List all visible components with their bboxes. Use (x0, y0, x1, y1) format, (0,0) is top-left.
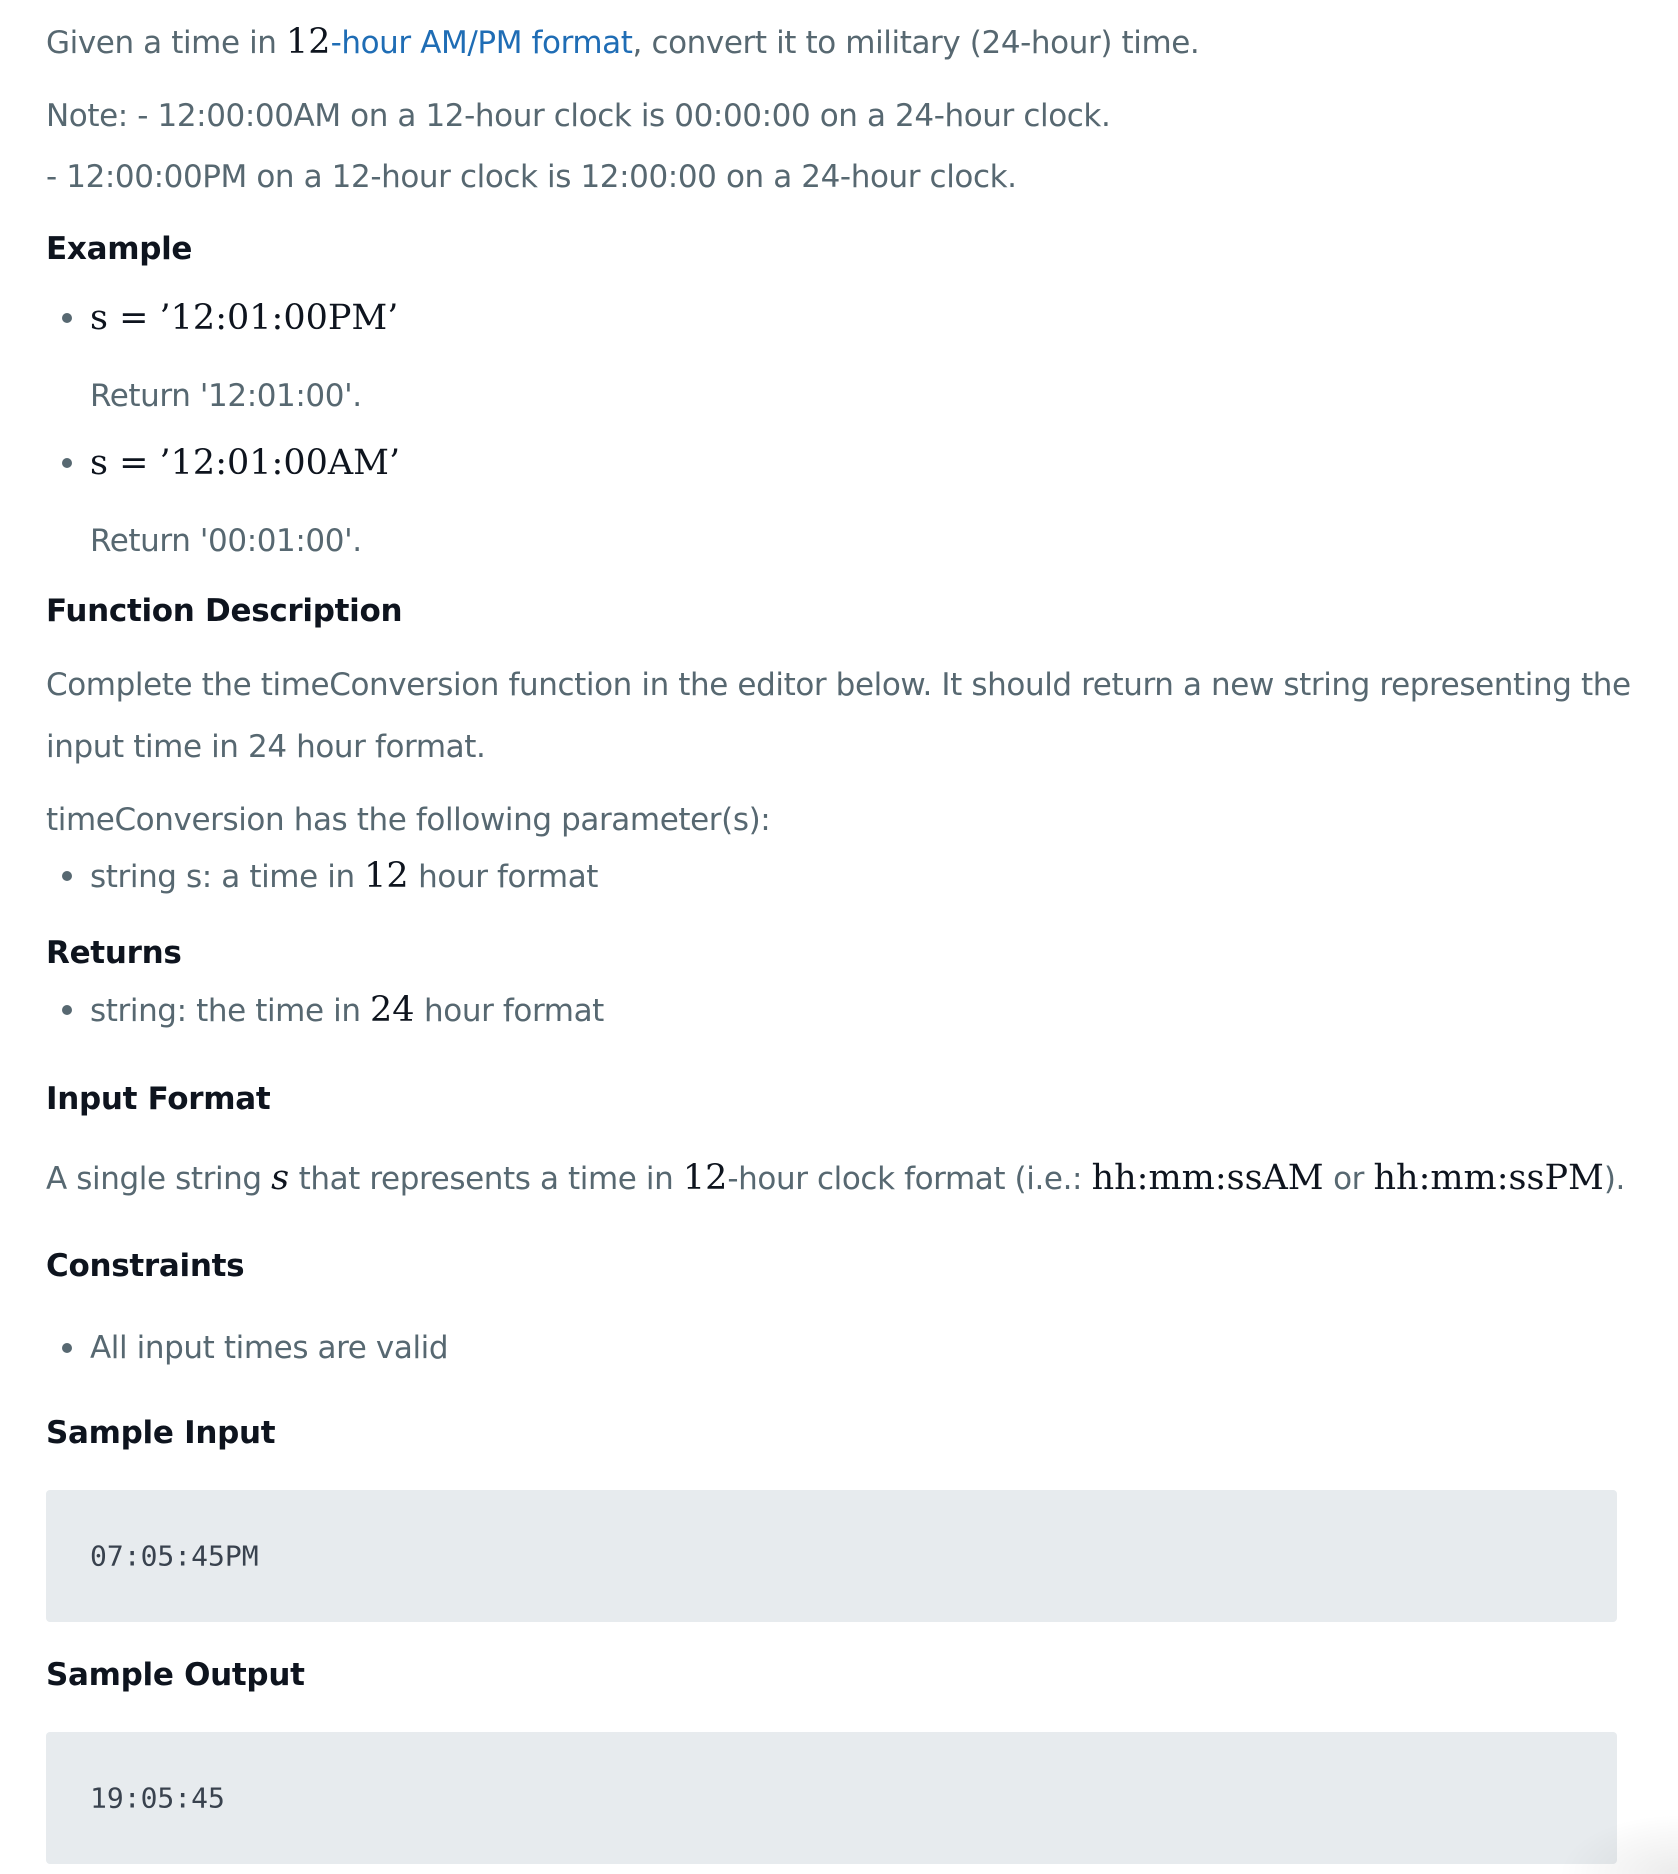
returns-number: 24 (370, 990, 415, 1030)
returns-text-before: string: the time in (90, 993, 371, 1029)
constraints-heading: Constraints (46, 1248, 245, 1284)
input-format-text-1: A single string (46, 1161, 272, 1197)
example-heading: Example (46, 231, 193, 267)
example-list-2 (46, 443, 1616, 483)
function-description-line-1: Complete the timeConversion function in the editor below. It should return a new string representing the (46, 667, 1631, 703)
example-list (46, 298, 1616, 338)
example-2-result: Return '00:01:00'. (90, 523, 362, 559)
params-list (46, 856, 1616, 896)
input-format-text-2: that represents a time in (289, 1161, 683, 1197)
sample-input-codeblock (46, 1490, 1617, 1622)
intro-text-before: Given a time in (46, 25, 287, 61)
example-2-math: s = ’12:01:00AM’ (90, 443, 401, 483)
returns-heading: Returns (46, 935, 182, 971)
param-text-after: hour format (408, 859, 599, 895)
intro-text-after: , convert it to military (24-hour) time. (632, 25, 1200, 61)
sample-output-code: 19:05:45 (90, 1781, 225, 1815)
input-format-text-3: -hour clock format (i.e.: (727, 1161, 1092, 1197)
example-1-result: Return '12:01:00'. (90, 378, 362, 414)
sample-input-code: 07:05:45PM (90, 1539, 259, 1573)
example-item-1 (46, 298, 1616, 338)
returns-list (46, 990, 1616, 1030)
input-format-heading: Input Format (46, 1081, 271, 1117)
input-format-fmt-am: hh:mm:ssAM (1091, 1158, 1324, 1198)
returns-item (46, 990, 1616, 1030)
note-line-2: - 12:00:00PM on a 12-hour clock is 12:00:00 on a 24-hour clock. (46, 159, 1017, 195)
returns-text-after: hour format (414, 993, 604, 1029)
sample-output-heading: Sample Output (46, 1657, 305, 1693)
intro-paragraph (46, 22, 1199, 62)
example-1-math: s = ’12:01:00PM’ (90, 298, 399, 338)
bullet-icon (62, 871, 72, 881)
input-format-or: or (1323, 1161, 1374, 1197)
example-item-2 (46, 443, 1616, 483)
sample-input-heading: Sample Input (46, 1415, 276, 1451)
input-format-number: 12 (682, 1158, 728, 1198)
param-text-before: string s: a time in (90, 859, 365, 895)
intro-number-12: 12 (286, 22, 331, 62)
constraints-list (46, 1330, 1616, 1366)
input-format-fmt-pm: hh:mm:ssPM (1373, 1158, 1604, 1198)
note-line-1: Note: - 12:00:00AM on a 12-hour clock is 00:00:00 on a 24-hour clock. (46, 98, 1111, 134)
function-description-line-2: input time in 24 hour format. (46, 729, 486, 765)
param-item (46, 856, 1616, 896)
bullet-icon (62, 458, 72, 468)
param-number: 12 (364, 856, 409, 896)
constraint-text: All input times are valid (90, 1330, 449, 1366)
input-format-text-4: ). (1603, 1161, 1625, 1197)
bullet-icon (62, 1343, 72, 1353)
sample-output-codeblock (46, 1732, 1617, 1864)
bullet-icon (62, 313, 72, 323)
constraint-item (46, 1330, 1616, 1366)
input-format-text (46, 1158, 1625, 1198)
bullet-icon (62, 1005, 72, 1015)
am-pm-format-link[interactable]: -hour AM/PM format (330, 25, 633, 61)
function-description-heading: Function Description (46, 593, 403, 629)
input-format-var-s: s (271, 1158, 290, 1198)
params-intro: timeConversion has the following parameter(s): (46, 802, 771, 838)
